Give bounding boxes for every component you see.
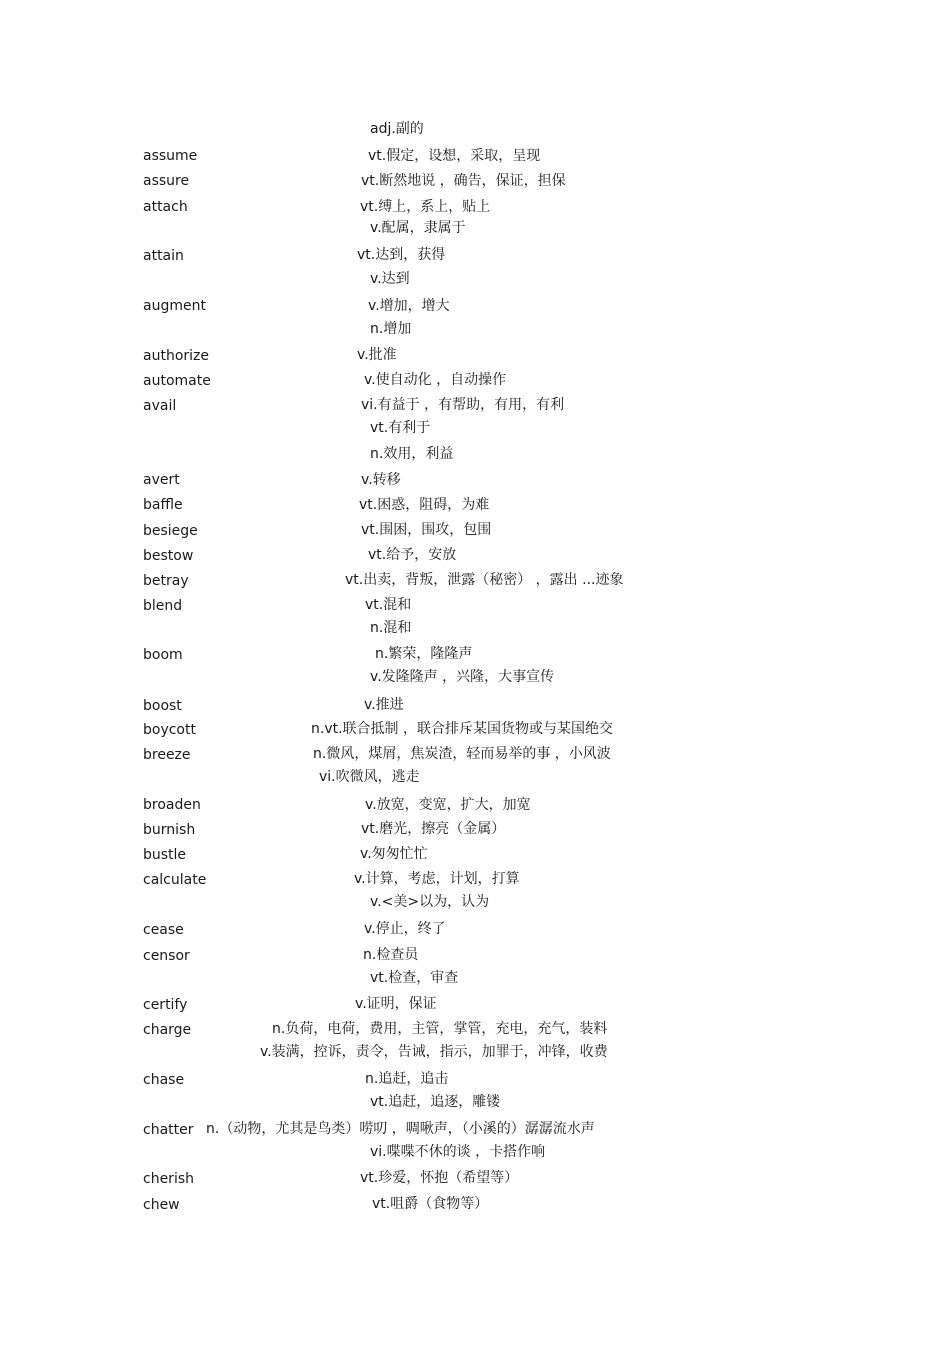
- vocab-word: assume: [143, 148, 198, 164]
- vocab-definition: n.微风，煤屑，焦炭渣，轻而易举的事 ，小风波: [313, 746, 611, 762]
- vocab-definition: v.达到: [370, 271, 410, 287]
- vocab-word: cherish: [143, 1171, 194, 1187]
- vocab-definition: vt.磨光，擦亮（金属）: [361, 821, 506, 837]
- vocab-definition: v.发隆隆声 ，兴隆，大事宣传: [370, 669, 555, 685]
- vocab-word: automate: [143, 373, 211, 389]
- vocab-definition: n.繁荣，隆隆声: [375, 646, 473, 662]
- vocab-definition: vt.珍爱，怀抱（希望等）: [360, 1170, 519, 1186]
- vocab-definition: n.负荷，电荷，费用，主管，掌管，充电，充气，装料: [272, 1021, 608, 1037]
- vocab-definition: vt.有利于: [370, 420, 431, 436]
- vocab-definition: vi.有益于 ，有帮助，有用，有利: [361, 397, 565, 413]
- vocab-word: besiege: [143, 523, 198, 539]
- vocab-definition: v.配属，隶属于: [370, 220, 466, 236]
- vocab-definition: v.转移: [361, 472, 401, 488]
- vocab-definition: vt.假定，设想，采取，呈现: [368, 148, 541, 164]
- vocab-definition: n.效用，利益: [370, 446, 454, 462]
- vocab-definition: vt.混和: [365, 597, 412, 613]
- vocab-definition: v.<美>以为，认为: [370, 894, 490, 910]
- vocab-definition: v.放宽，变宽，扩大，加宽: [365, 797, 531, 813]
- vocab-definition: v.装满，控诉，责令，告诫，指示，加罪于，冲锋，收费: [260, 1044, 608, 1060]
- vocab-definition: vi.吹微风，逃走: [319, 769, 420, 785]
- vocab-word: avert: [143, 472, 180, 488]
- vocab-word: blend: [143, 598, 183, 614]
- vocab-word: betray: [143, 573, 189, 589]
- vocab-definition: vt.咀爵（食物等）: [372, 1196, 489, 1212]
- vocab-word: boost: [143, 698, 182, 714]
- vocab-word: augment: [143, 298, 206, 314]
- vocab-definition: vt.达到，获得: [357, 247, 446, 263]
- vocab-word: boycott: [143, 722, 196, 738]
- vocab-word: chatter: [143, 1122, 194, 1138]
- vocab-word: censor: [143, 948, 190, 964]
- vocab-definition: n.检查员: [363, 947, 419, 963]
- vocab-definition: v.推进: [364, 697, 404, 713]
- vocab-definition: vt.围困，围攻，包围: [361, 522, 492, 538]
- vocab-word: burnish: [143, 822, 196, 838]
- vocab-definition: v.增加，增大: [368, 298, 450, 314]
- vocab-word: chew: [143, 1197, 180, 1213]
- vocab-definition: n.混和: [370, 620, 412, 636]
- vocab-definition: v.证明，保证: [355, 996, 437, 1012]
- vocab-definition: v.匆匆忙忙: [360, 846, 428, 862]
- vocab-definition: adj.副的: [370, 121, 424, 137]
- vocab-word: bustle: [143, 847, 187, 863]
- vocab-word: assure: [143, 173, 190, 189]
- vocab-word: broaden: [143, 797, 201, 813]
- vocab-definition: n.vt.联合抵制 ，联合排斥某国货物或与某国绝交: [311, 721, 613, 737]
- vocab-word: baffle: [143, 497, 183, 513]
- vocab-definition: vt.缚上，系上，贴上: [360, 199, 491, 215]
- vocab-word: bestow: [143, 548, 194, 564]
- vocab-definition: vt.出卖，背叛，泄露（秘密） ，露出 ...迹象: [345, 572, 624, 588]
- vocab-definition: vt.困惑，阻碍，为难: [359, 497, 490, 513]
- vocab-word: charge: [143, 1022, 192, 1038]
- vocab-word: certify: [143, 997, 188, 1013]
- vocab-word: cease: [143, 922, 184, 938]
- vocab-word: authorize: [143, 348, 209, 364]
- vocab-definition: n.（动物，尤其是鸟类）唠叨 ，啁啾声，（小溪的）潺潺流水声: [206, 1121, 595, 1137]
- vocab-word: chase: [143, 1072, 185, 1088]
- vocab-definition: v.计算，考虑，计划，打算: [354, 871, 520, 887]
- vocab-word: boom: [143, 647, 183, 663]
- vocab-word: avail: [143, 398, 177, 414]
- vocab-definition: vt.断然地说 ，确告，保证，担保: [361, 173, 566, 189]
- vocab-definition: vi.喋喋不休的谈 ，卡搭作响: [370, 1144, 546, 1160]
- vocab-definition: n.增加: [370, 321, 412, 337]
- vocab-word: breeze: [143, 747, 191, 763]
- vocab-definition: n.追赶，追击: [365, 1071, 449, 1087]
- vocab-definition: vt.给予，安放: [368, 547, 457, 563]
- vocab-word: attach: [143, 199, 188, 215]
- vocab-definition: v.停止，终了: [364, 921, 446, 937]
- vocab-definition: v.使自动化 ，自动操作: [364, 372, 507, 388]
- vocab-word: calculate: [143, 872, 207, 888]
- vocab-word: attain: [143, 248, 184, 264]
- vocab-definition: vt.追赶，追逐，雕镂: [370, 1094, 501, 1110]
- vocab-definition: vt.检查，审查: [370, 970, 459, 986]
- vocab-definition: v.批准: [357, 347, 397, 363]
